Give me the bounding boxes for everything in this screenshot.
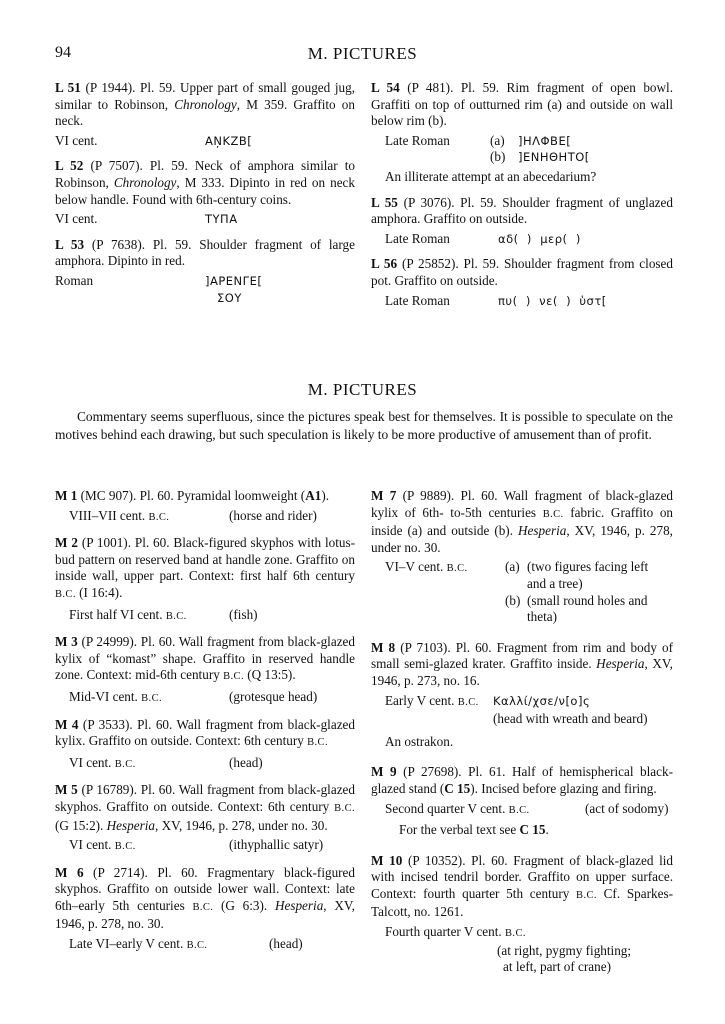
entry-desc: (I 16:4). bbox=[75, 584, 123, 600]
entry-ref: Chronology bbox=[174, 96, 237, 112]
catalog-id: M 1 bbox=[55, 488, 78, 503]
entry-text: ]ΗΛΦΒΕ[ bbox=[518, 133, 572, 148]
entry-text: ]ΕΝΗΘΗΤΟ[ bbox=[518, 150, 590, 165]
era-label: B.C. bbox=[148, 511, 170, 523]
entry-date: Late Roman bbox=[385, 132, 450, 148]
running-head: M. PICTURES bbox=[307, 44, 418, 63]
entry-ref: Hesperia bbox=[596, 656, 645, 672]
entry-text: ]ΑΡΕΝΓΕ[ bbox=[205, 273, 263, 288]
entry-l53 bbox=[55, 237, 355, 306]
entry-text: Καλλί/χσε/ν[ο]ς bbox=[493, 693, 591, 708]
entry-text: (ithyphallic satyr) bbox=[229, 837, 324, 853]
catalog-id: M 7 bbox=[371, 488, 397, 503]
entry-desc: (P 9889). Pl. 60. Wall fragment of black-glazed kylix of 6th- to-5th centuries bbox=[371, 488, 674, 520]
entry-m10 bbox=[371, 853, 673, 976]
entry-l55 bbox=[371, 195, 673, 248]
entry-desc: (P 24999). Pl. 60. Wall fragment from black-glazed kylix of “komast” shape. Graffito in reserved handle zone. Context: mid-6th century bbox=[55, 634, 356, 683]
entry-text: πυ( ) νε( ) ὑστ[ bbox=[498, 293, 607, 308]
entry-desc: (P 7507). Pl. 59. Neck of amphora similar to Robinson, bbox=[55, 158, 355, 190]
catalog-id: L 56 bbox=[371, 256, 398, 272]
catalog-id: L 52 bbox=[55, 158, 84, 174]
cross-ref: A1 bbox=[305, 488, 322, 503]
entry-date: Second quarter V cent. bbox=[385, 800, 509, 816]
entry-text: (head) bbox=[229, 754, 263, 770]
era-label: B.C. bbox=[165, 610, 187, 622]
entry-desc: ). Incised before glazing and firing. bbox=[470, 780, 657, 796]
entry-m9 bbox=[371, 764, 673, 838]
entry-text: (grotesque head) bbox=[229, 688, 318, 704]
entry-l51 bbox=[55, 80, 355, 149]
entry-date: VI–V cent. bbox=[385, 559, 447, 575]
bottom-left-column bbox=[55, 488, 355, 964]
entry-date: Early V cent. bbox=[385, 692, 458, 708]
entry-text: (two figures facing left and a tree) bbox=[527, 559, 649, 591]
graffito-label-a: (a) bbox=[490, 132, 505, 148]
entry-ref: Chronology bbox=[113, 174, 177, 190]
entry-text: (at right, pygmy fighting; bbox=[497, 942, 632, 958]
entry-desc: (P 7638). Pl. 59. Shoulder fragment of large amphora. Dipinto in red. bbox=[55, 236, 356, 269]
top-right-column bbox=[371, 80, 673, 318]
entry-desc: , XV, 1946, p. 273, no. 16. bbox=[371, 656, 673, 688]
entry-desc: (Q 13:5). bbox=[243, 667, 296, 683]
entry-m1 bbox=[55, 488, 355, 526]
era-label: B.C. bbox=[307, 737, 328, 749]
entry-note: An illiterate attempt at an abecedarium? bbox=[385, 168, 597, 184]
catalog-id: L 54 bbox=[371, 80, 400, 95]
entry-text: (fish) bbox=[229, 606, 258, 622]
catalog-id: L 53 bbox=[55, 236, 85, 252]
era-label: B.C. bbox=[114, 758, 136, 770]
catalog-id: M 8 bbox=[371, 639, 396, 655]
catalog-id: M 3 bbox=[55, 634, 78, 650]
entry-text: (head) bbox=[269, 936, 303, 952]
section-title: M. PICTURES bbox=[307, 380, 418, 399]
era-label: B.C. bbox=[223, 671, 244, 683]
catalog-id: M 9 bbox=[371, 764, 397, 780]
entry-desc: (P 2714). Pl. 60. Fragmentary black-figured skyphos. Graffito on outside lower wall. Context: late 6th–early 5th centuries bbox=[55, 864, 356, 913]
entry-m3 bbox=[55, 634, 355, 707]
graffito-label-b: (b) bbox=[490, 149, 506, 165]
era-label: B.C. bbox=[508, 804, 530, 816]
entry-desc: , M 359. Graffito on neck. bbox=[55, 96, 355, 129]
entry-text: (small round holes and theta) bbox=[527, 592, 648, 625]
entry-note: For the verbal text see bbox=[399, 822, 520, 838]
entry-date: VI cent. bbox=[55, 132, 98, 148]
entry-date: Roman bbox=[55, 272, 94, 288]
entry-ref: Hesperia bbox=[518, 523, 567, 539]
entry-date: VI cent. bbox=[69, 837, 115, 853]
entry-desc: (P 27698). Pl. 61. Half of hemispherical black-glazed stand ( bbox=[371, 764, 674, 796]
section-intro: Commentary seems superfluous, since the pictures speak best for themselves. It is possible to speculate on the motives behind each drawing, but such speculation is likely to be more productive of amusement than of profit. bbox=[55, 409, 673, 442]
entry-desc: (P 3076). Pl. 59. Shoulder fragment of unglazed amphora. Graffito on outside. bbox=[371, 194, 673, 227]
entry-desc: (P 25852). Pl. 59. Shoulder fragment from closed pot. Graffito on outside. bbox=[371, 256, 673, 288]
catalog-id: M 4 bbox=[55, 716, 79, 732]
entry-desc: , XV, 1946, p. 278, no. 30. bbox=[55, 897, 355, 932]
catalog-id: M 6 bbox=[55, 864, 84, 880]
era-label: B.C. bbox=[542, 508, 564, 520]
era-label: B.C. bbox=[55, 588, 76, 600]
catalog-id: L 55 bbox=[371, 194, 398, 210]
entry-ref: Hesperia bbox=[106, 817, 156, 833]
entry-l56 bbox=[371, 256, 673, 309]
entry-desc: (P 7103). Pl. 60. Fragment from rim and body of small semi-glazed krater. Graffito inside. bbox=[371, 639, 673, 672]
entry-desc: (G 15:2). bbox=[55, 817, 107, 833]
entry-desc: , XV, 1946, p. 278, under no. 30. bbox=[155, 817, 328, 833]
entry-desc: (P 16789). Pl. 60. Wall fragment from black-glazed skyphos. Graffito on outside. Context: 6th century bbox=[55, 782, 356, 814]
entry-m6 bbox=[55, 865, 355, 955]
bottom-right-column bbox=[371, 488, 673, 985]
entry-date: Late Roman bbox=[385, 292, 450, 308]
cross-ref: C 15 bbox=[444, 780, 471, 796]
era-label: B.C. bbox=[334, 802, 355, 814]
catalog-id: M 5 bbox=[55, 782, 78, 798]
entry-text: ΤΥΠΑ bbox=[205, 212, 238, 227]
entry-desc: (P 481). Pl. 59. Rim fragment of open bowl. Graffiti on top of outturned rim (a) and outside on wall below rim (b). bbox=[371, 80, 674, 129]
entry-desc: (P 10352). Pl. 60. Fragment of black-glazed lid with incised tendril border. Graffito on upper surface. Context: fourth quarter 5th century bbox=[371, 852, 674, 901]
era-label: B.C. bbox=[186, 940, 208, 952]
entry-date: VI cent. bbox=[69, 754, 115, 770]
entry-ref: Hesperia bbox=[274, 897, 324, 913]
entry-desc: , M 333. Dipinto in red on neck below handle. Found with 6th-century coins. bbox=[55, 174, 356, 207]
era-label: B.C. bbox=[457, 696, 479, 708]
top-left-column bbox=[55, 80, 355, 315]
entry-desc: (P 3533). Pl. 60. Wall fragment from black-glazed kylix. Graffito on outside. Context: 6th century bbox=[55, 716, 355, 749]
entry-date: VI cent. bbox=[55, 211, 98, 227]
entry-l54 bbox=[371, 80, 673, 186]
entry-text: ΣΟΥ bbox=[217, 290, 242, 305]
entry-desc: (G 6:3). bbox=[213, 897, 275, 913]
entry-text: (horse and rider) bbox=[229, 507, 317, 523]
entry-desc: ). bbox=[321, 488, 330, 503]
entry-date: Late VI–early V cent. bbox=[69, 936, 187, 952]
era-label: B.C. bbox=[141, 692, 163, 704]
era-label: B.C. bbox=[114, 841, 136, 853]
catalog-id: L 51 bbox=[55, 80, 81, 95]
catalog-id: M 2 bbox=[55, 535, 78, 551]
entry-note: An ostrakon. bbox=[385, 733, 454, 749]
entry-m8 bbox=[371, 640, 673, 751]
entry-desc: Cf. Sparkes-Talcott, no. 1261. bbox=[371, 885, 673, 920]
entry-text: at left, part of crane) bbox=[503, 959, 611, 975]
entry-m5 bbox=[55, 782, 355, 855]
entry-m4 bbox=[55, 717, 355, 774]
entry-desc: (P 1944). Pl. 59. Upper part of small gouged jug, similar to Robinson, bbox=[55, 80, 355, 112]
entry-date: Fourth quarter V cent. bbox=[385, 924, 506, 940]
era-label: B.C. bbox=[576, 889, 597, 901]
page-number: 94 bbox=[55, 44, 71, 61]
entry-desc: (P 1001). Pl. 60. Black-figured skyphos with lotus-bud pattern on reserved band at handle zone. Graffito on inside wall, upper part. Context: first half 6th century bbox=[55, 535, 356, 584]
graffito-label-a: (a) bbox=[505, 559, 520, 575]
entry-m7 bbox=[371, 488, 673, 626]
era-label: B.C. bbox=[446, 563, 468, 575]
entry-desc: (MC 907). Pl. 60. Pyramidal loomweight ( bbox=[80, 488, 306, 503]
entry-desc: , XV, 1946, p. 278, under no. 30. bbox=[371, 523, 673, 555]
entry-text: αδ( ) μερ( ) bbox=[498, 231, 581, 246]
cross-ref: C 15 bbox=[519, 822, 546, 838]
entry-note: . bbox=[545, 822, 549, 838]
entry-text: AŅKZB[ bbox=[205, 133, 253, 148]
entry-date: VIII–VII cent. bbox=[69, 507, 149, 523]
entry-l52 bbox=[55, 158, 355, 227]
entry-date: Late Roman bbox=[385, 230, 450, 246]
era-label: B.C. bbox=[505, 928, 526, 940]
graffito-label-b: (b) bbox=[505, 592, 521, 608]
entry-text: (act of sodomy) bbox=[585, 800, 669, 816]
entry-date: First half VI cent. bbox=[69, 606, 166, 622]
entry-date: Mid-VI cent. bbox=[69, 688, 142, 704]
era-label: B.C. bbox=[192, 901, 214, 913]
catalog-id: M 10 bbox=[371, 852, 403, 868]
entry-desc: fabric. Graffito on inside (a) and outside (b). bbox=[371, 504, 674, 539]
entry-m2 bbox=[55, 535, 355, 625]
entry-text: (head with wreath and beard) bbox=[493, 711, 648, 727]
